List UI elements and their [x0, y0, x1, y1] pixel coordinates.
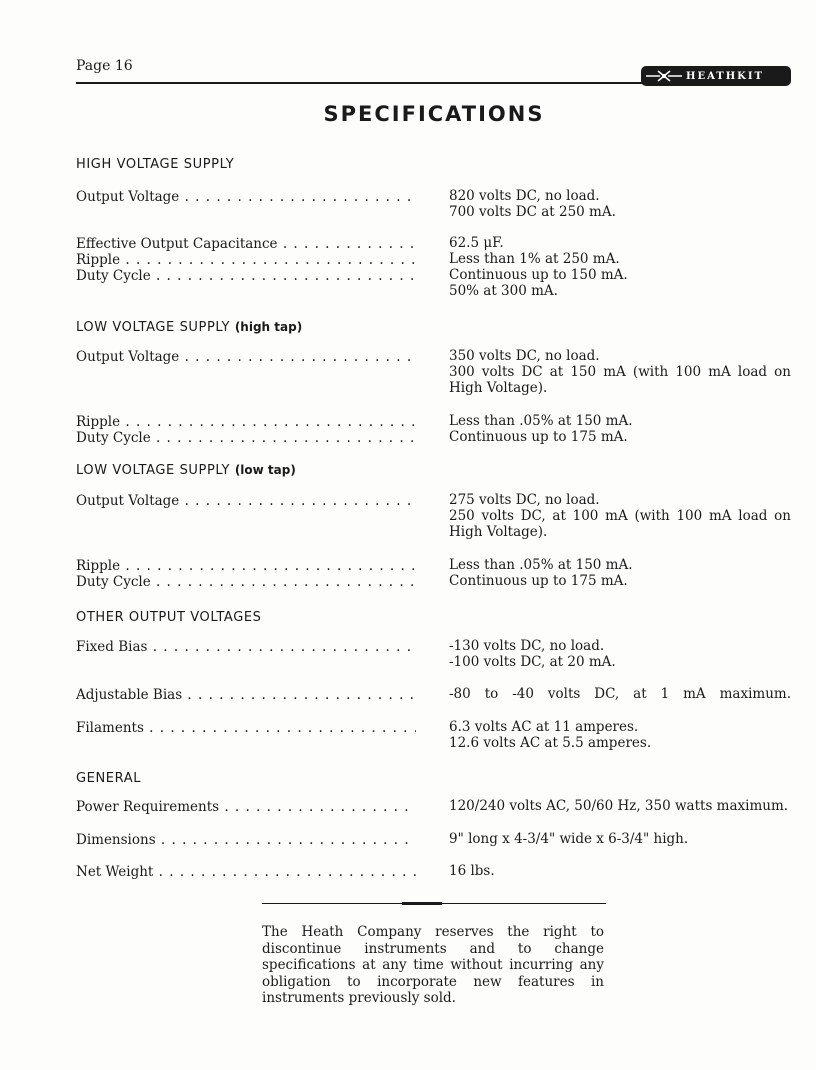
spec-value-line: 9" long x 4-3/4" wide x 6-3/4" high.: [449, 831, 689, 847]
page-title: SPECIFICATIONS: [323, 102, 545, 126]
spec-value-line: 62.5 μF.: [449, 235, 504, 251]
spec-value-line: 250 volts DC, at 100 mA (with 100 mA load on: [449, 508, 791, 524]
spec-value: [449, 188, 791, 220]
spec-value: [449, 348, 791, 396]
spec-value-line: 300 volts DC at 150 mA (with 100 mA load on: [449, 364, 791, 380]
spec-value-line: High Voltage).: [449, 380, 548, 396]
spec-value-line: -100 volts DC, at 20 mA.: [449, 654, 616, 670]
spec-label: Adjustable Bias . . .: [76, 687, 416, 703]
spec-value: [449, 686, 791, 702]
section-heading-general: GENERAL: [76, 771, 142, 786]
spec-label: Ripple . . .: [76, 558, 416, 574]
spec-label: Ripple . . .: [76, 414, 416, 430]
heathkit-logo: [641, 66, 791, 86]
header-rule: [76, 82, 646, 84]
spec-value: [449, 638, 791, 670]
spec-label: Effective Output Capacitance . . .: [76, 236, 416, 252]
spec-label: Filaments . . .: [76, 720, 416, 736]
spec-label: Duty Cycle . . .: [76, 574, 416, 590]
spec-label: Dimensions . . .: [76, 832, 416, 848]
spec-value: [449, 267, 791, 299]
spec-label: Output Voltage . . .: [76, 189, 416, 205]
spec-value: [449, 863, 791, 879]
spec-value-line: Continuous up to 175 mA.: [449, 429, 628, 445]
spec-value-line: 12.6 volts AC at 5.5 amperes.: [449, 735, 652, 751]
section-heading-text: LOW VOLTAGE SUPPLY: [76, 463, 231, 478]
spec-value-line: 275 volts DC, no load.: [449, 492, 600, 508]
spec-value: [449, 235, 791, 251]
spec-label: Net Weight . . .: [76, 864, 416, 880]
spec-value-line: Continuous up to 150 mA.: [449, 267, 628, 283]
spec-value: [449, 429, 791, 445]
spec-value: [449, 557, 791, 573]
spec-value: [449, 831, 791, 847]
spec-label: Fixed Bias . . .: [76, 639, 416, 655]
spec-value: [449, 492, 791, 540]
page-number: Page 16: [76, 58, 133, 74]
spec-label: Ripple . . .: [76, 252, 416, 268]
spec-value-line: 50% at 300 mA.: [449, 283, 558, 299]
section-heading-low-voltage-low-tap: [76, 463, 296, 478]
spec-value-line: 350 volts DC, no load.: [449, 348, 600, 364]
spec-value-line: 700 volts DC at 250 mA.: [449, 204, 616, 220]
spec-value-line: 6.3 volts AC at 11 amperes.: [449, 719, 639, 735]
spec-label: Duty Cycle . . .: [76, 430, 416, 446]
section-heading-text: LOW VOLTAGE SUPPLY: [76, 320, 231, 335]
spec-label: Duty Cycle . . .: [76, 268, 416, 284]
spec-value-line: Less than 1% at 250 mA.: [449, 251, 620, 267]
spec-value-line: 820 volts DC, no load.: [449, 188, 600, 204]
spec-label: Output Voltage . . .: [76, 493, 416, 509]
spec-value: [449, 251, 791, 267]
spec-value-line: Continuous up to 175 mA.: [449, 573, 628, 589]
spec-label: Output Voltage . . .: [76, 349, 416, 365]
section-heading-other-voltages: OTHER OUTPUT VOLTAGES: [76, 610, 262, 625]
spec-value: [449, 798, 791, 814]
section-heading-low-voltage-high-tap: [76, 320, 302, 335]
spec-value: [449, 413, 791, 429]
heathkit-emblem-icon: [646, 70, 682, 82]
brand-name: HEATHKIT: [686, 70, 764, 82]
notice-divider: [262, 903, 606, 904]
spec-value: [449, 573, 791, 589]
spec-value-line: High Voltage).: [449, 524, 548, 540]
section-heading-tap: (high tap): [234, 320, 303, 334]
spec-label: Power Requirements . . .: [76, 799, 416, 815]
section-heading-high-voltage: HIGH VOLTAGE SUPPLY: [76, 157, 235, 172]
spec-value-line: -130 volts DC, no load.: [449, 638, 605, 654]
spec-value-line: 16 lbs.: [449, 863, 495, 879]
spec-value-line: -80 to -40 volts DC, at 1 mA maximum.: [449, 686, 791, 702]
section-heading-tap: (low tap): [234, 463, 296, 477]
notice-text: The Heath Company reserves the right to discontinue instruments and to change specifications at any time without incurring any obligation to incorporate new features in instruments previously sold.: [262, 924, 604, 1006]
spec-value: [449, 719, 791, 751]
spec-value-line: Less than .05% at 150 mA.: [449, 413, 633, 429]
spec-value-line: 120/240 volts AC, 50/60 Hz, 350 watts maximum.: [449, 798, 789, 814]
spec-value-line: Less than .05% at 150 mA.: [449, 557, 633, 573]
